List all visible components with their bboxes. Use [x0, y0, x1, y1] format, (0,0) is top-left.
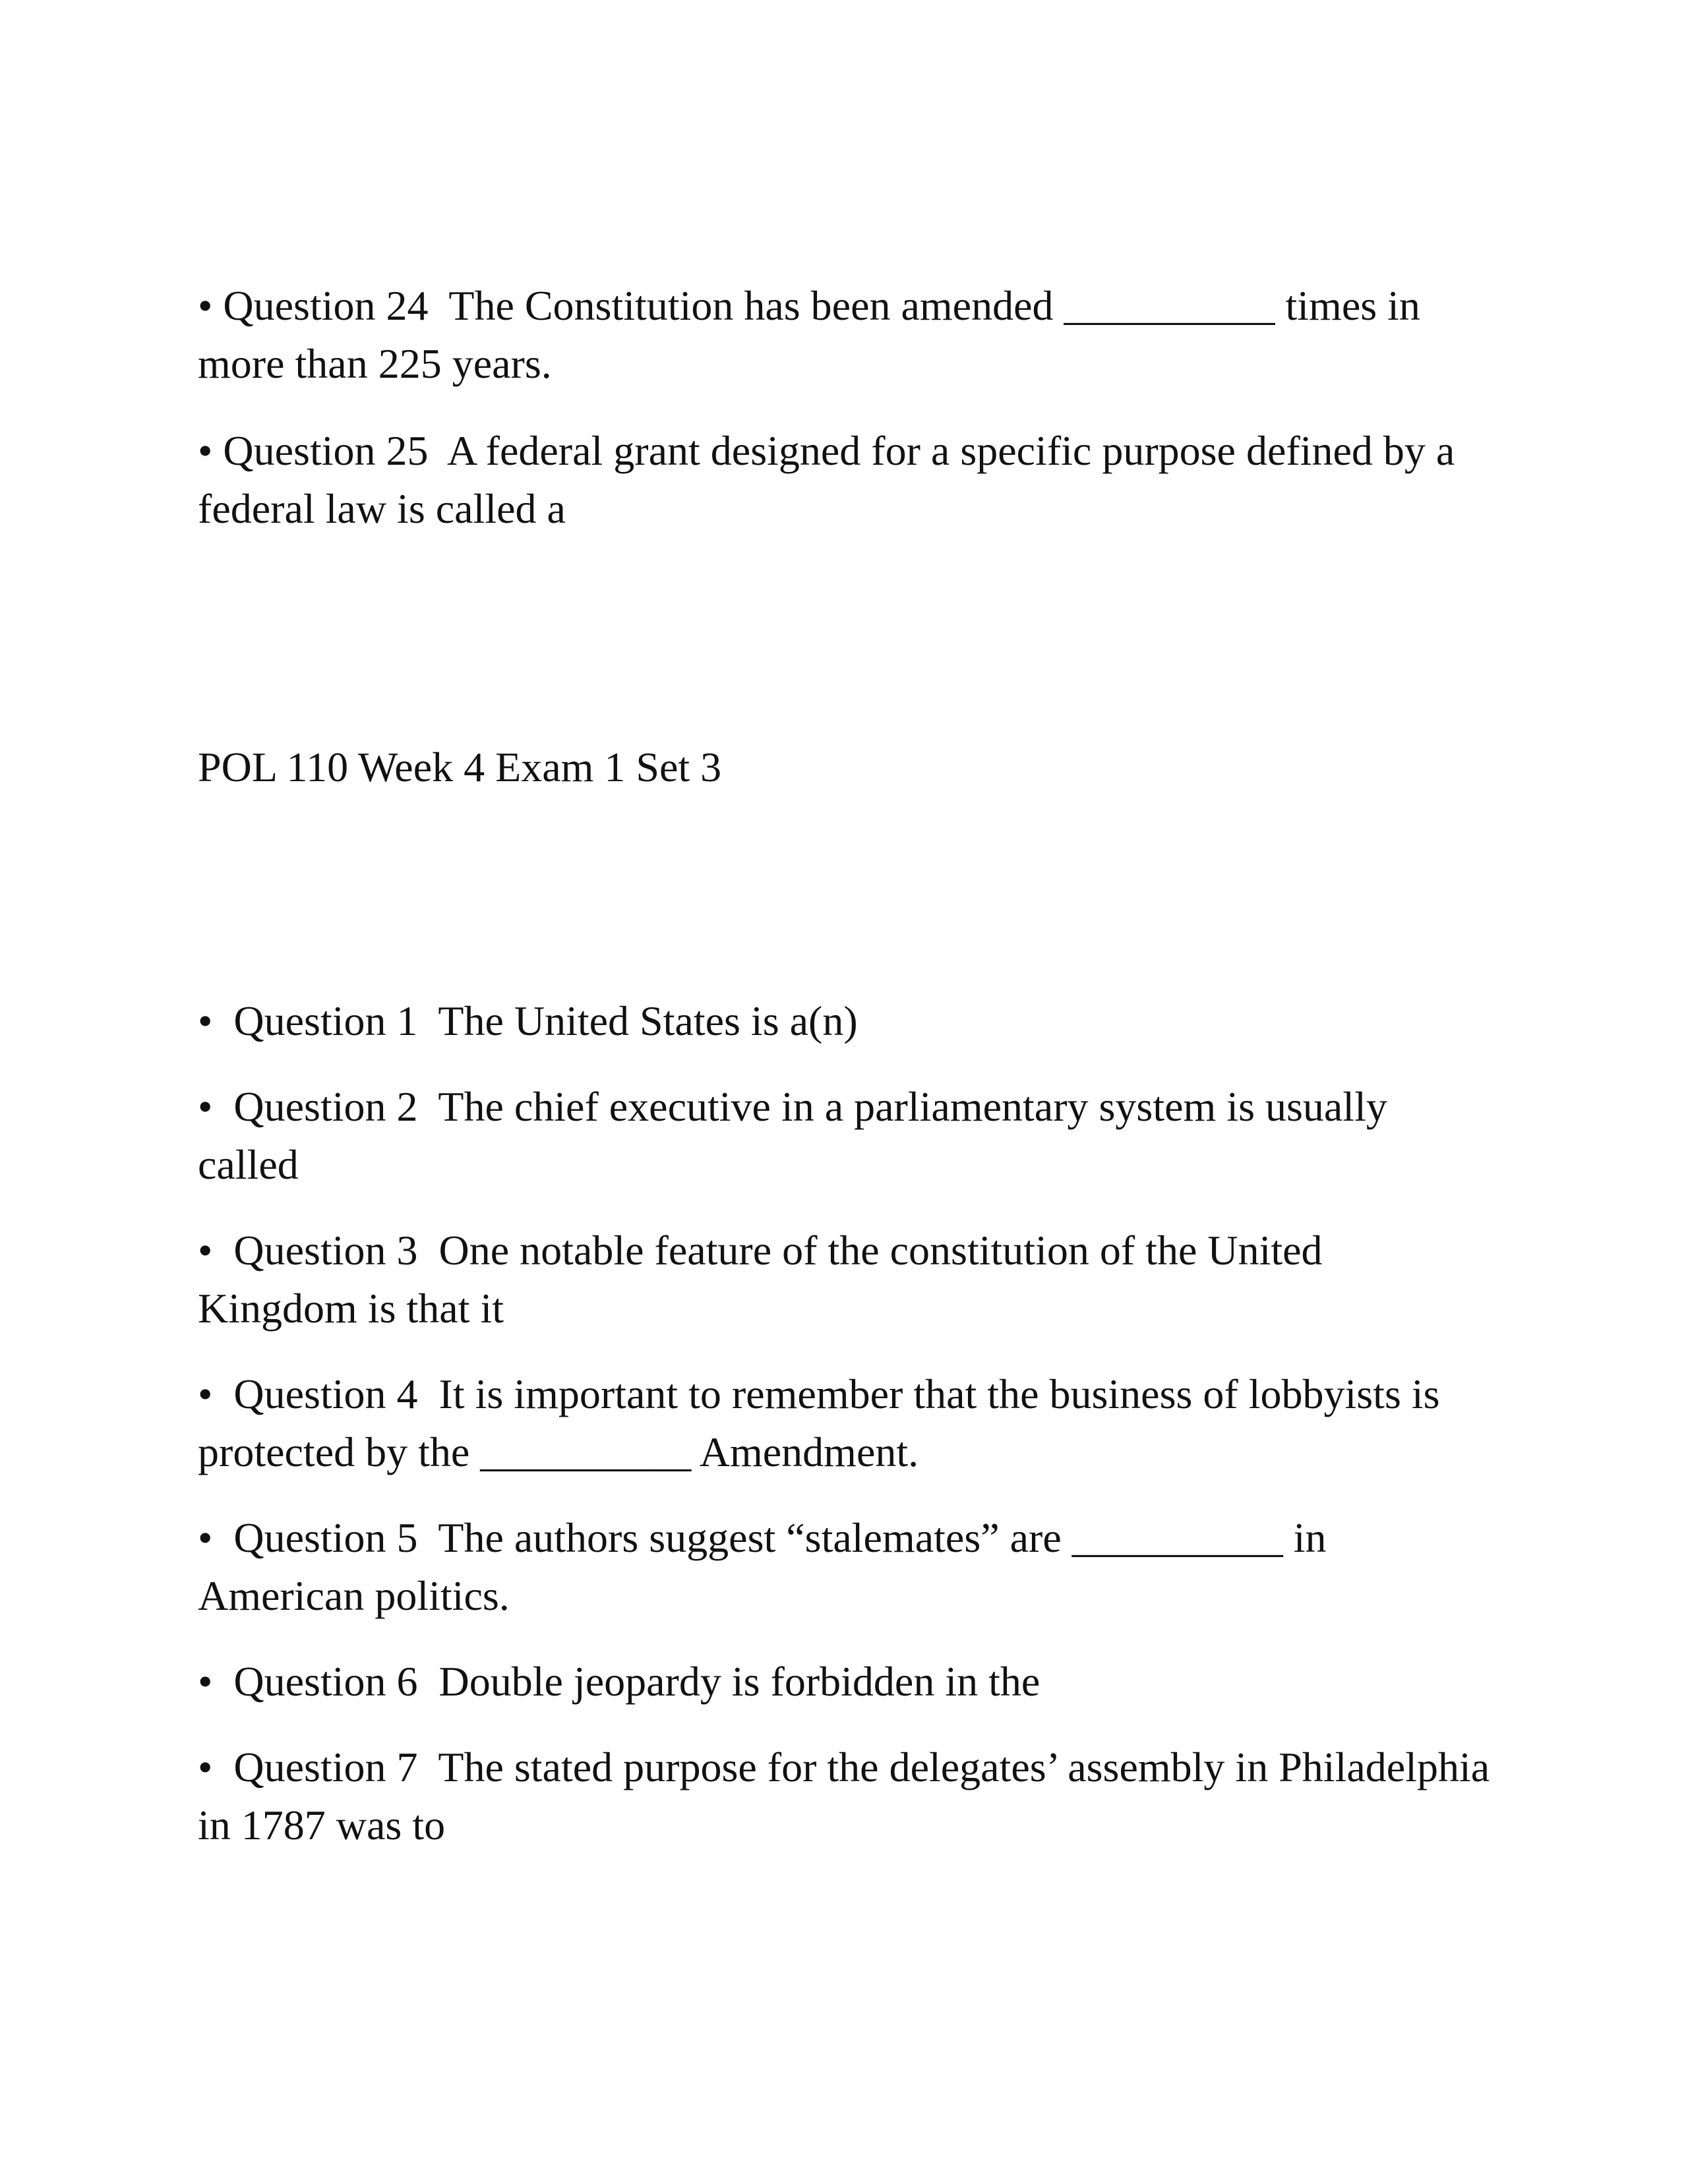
question-2: • Question 2 The chief executive in a parliamentary system is usually called [198, 1083, 1398, 1188]
question-7: • Question 7 The stated purpose for the delegates’ assembly in Philadelphia in 1787 was to [198, 1744, 1501, 1848]
question-25: • Question 25 A federal grant designed for a specific purpose defined by a federal law is called a [198, 427, 1466, 532]
section-title: POL 110 Week 4 Exam 1 Set 3 [198, 744, 722, 790]
question-5: • Question 5 The authors suggest “stalemates” are __________ in American politics. [198, 1514, 1335, 1619]
question-4: • Question 4 It is important to remember that the business of lobbyists is protected by the __________ Amendment. [198, 1371, 1451, 1475]
question-3: • Question 3 One notable feature of the constitution of the United Kingdom is that it [198, 1227, 1333, 1332]
question-1: • Question 1 The United States is a(n) [198, 997, 858, 1044]
question-6: • Question 6 Double jeopardy is forbidden in the [198, 1658, 1040, 1705]
question-24: • Question 24 The Constitution has been amended __________ times in more than 225 years. [198, 282, 1431, 387]
